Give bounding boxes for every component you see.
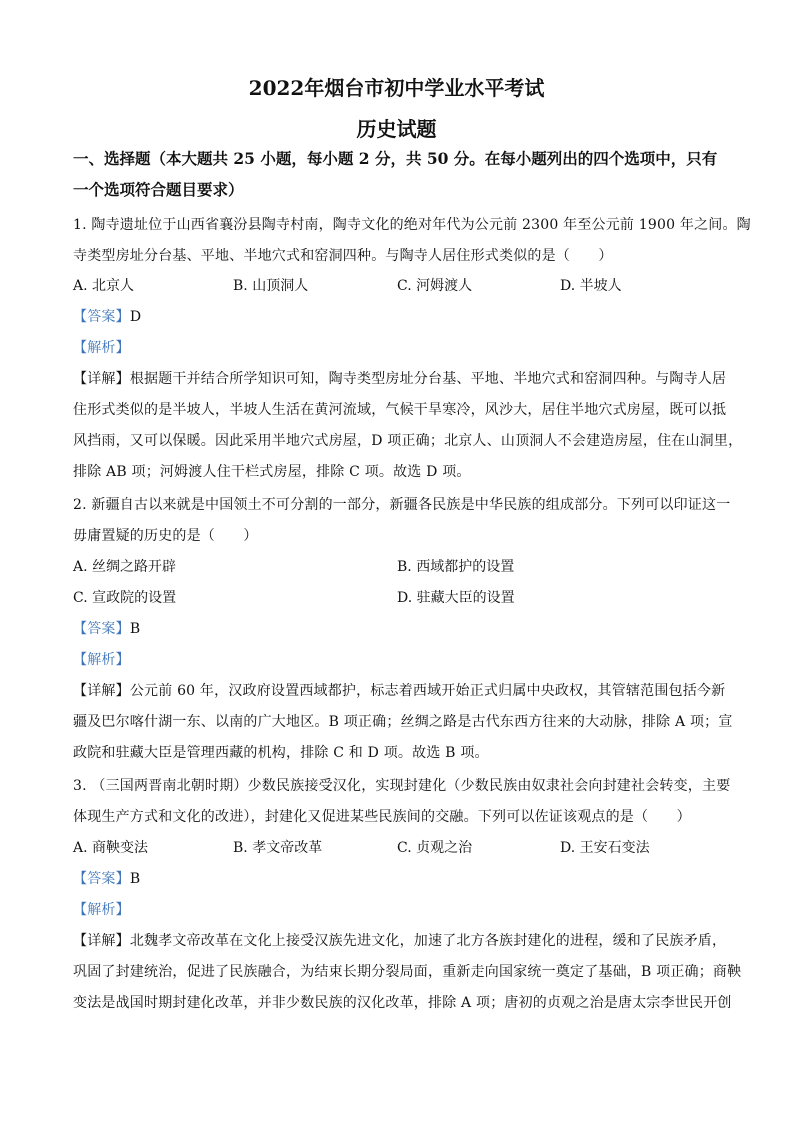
question-3-detail-line3: 变法是战国时期封建化改革，并非少数民族的汉化改革，排除 A 项；唐初的贞观之治是唐太宗李世民开创 <box>73 995 732 1011</box>
question-1-detail-line2: 住形式类似的是半坡人，半坡人生活在黄河流域，气候干旱寒冷，风沙大，居住半地穴式房屋，既可以抵 <box>73 402 727 418</box>
exam-title: 2022年烟台市初中学业水平考试 <box>248 76 545 100</box>
analysis-label: 【解析】 <box>73 652 130 668</box>
question-3-option-a: A. 商鞅变法 <box>73 840 149 856</box>
question-2-option-b: B. 西域都护的设置 <box>397 559 515 575</box>
question-1-option-b: B. 山顶洞人 <box>233 278 309 294</box>
question-2-detail-line1: 【详解】公元前 60 年，汉政府设置西域都护，标志着西域开始正式归属中央政权，其管辖范围包括今新 <box>73 683 726 699</box>
question-1-option-d: D. 半坡人 <box>560 278 622 294</box>
question-1-answer <box>73 307 733 327</box>
question-3-option-c: C. 贞观之治 <box>397 840 473 856</box>
exam-subtitle: 历史试题 <box>356 117 437 141</box>
question-3-answer <box>73 869 733 889</box>
question-1-detail-line1: 【详解】根据题干并结合所学知识可知，陶寺类型房址分台基、平地、半地穴式和窑洞四种。与陶寺人居 <box>73 371 727 387</box>
question-3-detail-line2: 巩固了封建统治，促进了民族融合，为结束长期分裂局面，重新走向国家统一奠定了基础，B 项正确；商鞅 <box>73 964 742 980</box>
question-2-option-c: C. 宣政院的设置 <box>73 590 177 606</box>
question-3-detail-line1: 【详解】北魏孝文帝改革在文化上接受汉族先进文化，加速了北方各族封建化的进程，缓和了民族矛盾， <box>73 933 727 949</box>
section-heading-line1: 一、选择题（本大题共 25 小题，每小题 2 分，共 50 分。在每小题列出的四个选项中，只有 <box>73 149 718 168</box>
question-2-option-a: A. 丝绸之路开辟 <box>73 559 177 575</box>
question-3-stem-line1: 3. （三国两晋南北朝时期）少数民族接受汉化，实现封建化（少数民族由奴隶社会向封建社会转变，主要 <box>73 778 731 794</box>
answer-value: B <box>129 871 141 887</box>
question-3-option-b: B. 孝文帝改革 <box>233 840 323 856</box>
question-1-option-c: C. 河姆渡人 <box>397 278 473 294</box>
question-2-analysis <box>73 650 733 670</box>
question-2-stem-line2: 毋庸置疑的历史的是（ ） <box>73 528 258 544</box>
question-2-stem-line1: 2. 新疆自古以来就是中国领土不可分割的一部分，新疆各民族是中华民族的组成部分。下列可以印证这一 <box>73 497 731 513</box>
detail-label: 【详解】 <box>73 933 130 949</box>
question-3-stem-line2: 体现生产方式和文化的改进），封建化又促进某些民族间的交融。下列可以佐证该观点的是（ ） <box>73 809 691 825</box>
answer-label: 【答案】 <box>73 309 130 325</box>
detail-label: 【详解】 <box>73 683 130 699</box>
section-heading-line2: 一个选项符合题目要求） <box>73 180 244 199</box>
question-1-stem-line1: 1. 陶寺遗址位于山西省襄汾县陶寺村南，陶寺文化的绝对年代为公元前 2300 年至公元前 1900 年之间。陶 <box>73 217 751 233</box>
answer-label: 【答案】 <box>73 621 130 637</box>
answer-value: D <box>129 309 142 325</box>
question-2-detail-line2: 疆及巴尔喀什湖一东、以南的广大地区。B 项正确；丝绸之路是古代东西方往来的大动脉，排除 A 项；宣 <box>73 714 733 730</box>
analysis-label: 【解析】 <box>73 902 130 918</box>
detail-label: 【详解】 <box>73 371 130 387</box>
question-2-answer <box>73 619 733 639</box>
analysis-label: 【解析】 <box>73 340 130 356</box>
question-2-option-d: D. 驻藏大臣的设置 <box>397 590 515 606</box>
answer-label: 【答案】 <box>73 871 130 887</box>
answer-value: B <box>129 621 141 637</box>
question-3-option-d: D. 王安石变法 <box>560 840 650 856</box>
question-3-analysis <box>73 900 733 920</box>
question-1-stem-line2: 寺类型房址分台基、平地、半地穴式和窑洞四种。与陶寺人居住形式类似的是（ ） <box>73 248 613 264</box>
question-1-detail-line4: 排除 AB 项；河姆渡人住干栏式房屋，排除 C 项。故选 D 项。 <box>73 464 471 480</box>
question-1-option-a: A. 北京人 <box>73 278 135 294</box>
question-1-detail-line3: 风挡雨，又可以保暖。因此采用半地穴式房屋，D 项正确；北京人、山顶洞人不会建造房屋，住在山洞里， <box>73 433 743 449</box>
question-2-detail-line3: 政院和驻藏大臣是管理西藏的机构，排除 C 和 D 项。故选 B 项。 <box>73 745 489 761</box>
question-1-analysis <box>73 338 733 358</box>
